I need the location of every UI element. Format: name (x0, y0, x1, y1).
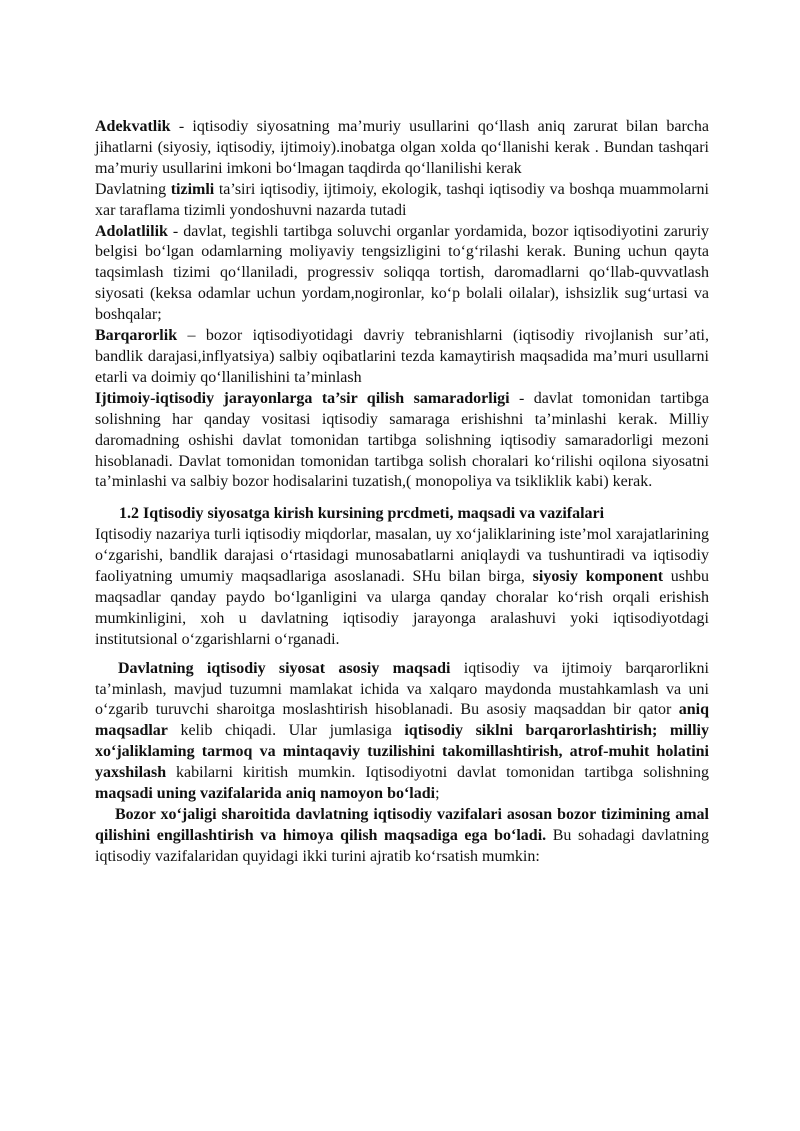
term-bozor-xojaligi: Bozor xo‘jaligi sharoitida davlatning iqtisodiy vazifalari asosan bozor tizimining amal qilishini engillashtirish va himoya qilish maqsadiga ega bo‘ladi. (95, 806, 709, 844)
paragraph-adekvatlik (95, 117, 709, 180)
term-aniq-maqsadlar: aniq maqsadlar (95, 701, 709, 740)
paragraph-text: ta’siri iqtisodiy, ijtimoiy, ekologik, tashqi iqtisodiy va boshqa muammolarni xar taraflama tizimli yondoshuvni nazarda tutadi (95, 180, 709, 219)
term-siyosiy-komponent: siyosiy komponent (532, 568, 664, 586)
paragraph-samaradorlik (95, 389, 709, 494)
paragraph-barqarorlik (95, 326, 709, 389)
document-page (95, 117, 709, 868)
paragraph-text: - davlat, tegishli tartibga soluvchi organlar yordamida, bozor iqtisodiyotini zaruriy belgisi bo‘lgan odamlarning moliyaviy tengsizligini to‘g‘rilashi kerak. Buning uchun qayta taqsimlash tizimi qo‘llaniladi, progressiv soliqqa tortish, daromadlarni qo‘llab-quvvatlash siyosati (keksa odamlar uchun yordam,nogironlar, ko‘p bolali oilalar), ishsizlik sug‘urtasi va boshqalar; (95, 222, 709, 324)
paragraph-bozor-xojaligi (95, 805, 709, 868)
term-asosiy-maqsad: Davlatning iqtisodiy siyosat asosiy maqsadi (118, 659, 451, 677)
term-vazifalar: maqsadi uning vazifalarida aniq namoyon bo‘ladi (95, 785, 436, 803)
term-samaradorlik: Ijtimoiy-iqtisodiy jarayonlarga ta’sir qilish samaradorligi (95, 389, 510, 407)
paragraph-tizimli (95, 180, 709, 222)
paragraph-text: ; (435, 785, 440, 803)
paragraph-text: - davlat tomonidan tartibga solishning har qanday vositasi iqtisodiy samaraga erishishni ta’minlashi kerak. Milliy daromadning oshishi davlat tomonidan tartibga solishning iqtisodiy samaradorligi mezoni hisoblanadi. Davlat tomonidan tomonidan tartibga solish choralari ko‘rilishi oqilona siyosatni ta’minlashi va salbiy bozor hodisalarini tuzatish,( monopoliya va tsikliklik kabi) kerak. (95, 389, 709, 491)
term-barqarorlik: Barqarorlik (95, 327, 178, 345)
paragraph-text: kabilarni kiritish mumkin. Iqtisodiyotni davlat tomonidan tartibga solishning (166, 764, 709, 782)
paragraph-text: iqtisodiy va ijtimoiy barqarorlikni ta’minlash, mavjud tuzumni mamlakat ichida va xalqaro maydonda mustahkamlash va uni o‘zgarib turuvchi sharoitga moslashtirish hisoblanadi. Bu asosiy maqsaddan bir qator (95, 659, 709, 719)
paragraph-text: ushbu maqsadlar qanday paydo bo‘lganligini va ularga qanday choralar ko‘rish orqali erishish mumkinligini, xoh u davlatning iqtisodiy jarayonga aralashuvi yoki iqtisodiyotdagi institutsional o‘zgarishlarni o‘rganadi. (95, 568, 710, 648)
paragraph-text: Bu sohadagi davlatning iqtisodiy vazifalaridan quyidagi ikki turini ajratib ko‘rsatish mumkin: (95, 826, 709, 865)
paragraph-text: Davlatning (95, 180, 171, 198)
paragraph-asosiy-maqsad (95, 659, 709, 805)
paragraph-text: - iqtisodiy siyosatning ma’muriy usullarini qo‘llash aniq zarurat bilan barcha jihatlarni (siyosiy, iqtisodiy, ijtimoiy).inobatga olgan xolda qo‘llanishi kerak . Bundan tashqari ma’muriy usullarini imkoni bo‘lmagan taqdirda qo‘llanilishi kerak (95, 118, 709, 177)
term-adolatlilik: Adolatlilik (95, 222, 168, 240)
term-sikl-barqarorlashtirish: iqtisodiy siklni barqarorlashtirish; milliy xo‘jaliklaming tarmoq va mintaqaviy tuzilishini takomillashtirish, atrof-muhit holatini yaxshilash (95, 722, 709, 782)
section-heading: 1.2 Iqtisodiy siyosatga kirish kursining prcdmeti, maqsadi va vazifalari (119, 505, 605, 523)
paragraph-adolatlilik (95, 222, 709, 327)
term-adekvatlik: Adekvatlik (95, 118, 171, 135)
paragraph-text: Iqtisodiy nazariya turli iqtisodiy miqdorlar, masalan, uy xo‘jaliklarining iste’mol xarajatlarining o‘zgarishi, bandlik darajasi o‘rtasidagi munosabatlarni aniqlaydi va tushuntiradi va iqtisodiy faoliyatning umumiy maqsadlariga asoslanadi. SHu bilan birga, (95, 526, 709, 586)
paragraph-iqtisodiy-nazariya (95, 525, 709, 650)
paragraph-text: – bozor iqtisodiyotidagi davriy tebranishlarni (iqtisodiy rivojlanish sur’ati, bandlik darajasi,inflyatsiya) salbiy oqibatlarini tezda kamaytirish maqsadida ma’muri usullarni etarli va doimiy qo‘llanilishini ta’minlash (95, 327, 709, 386)
term-tizimli: tizimli (170, 180, 215, 198)
paragraph-text: kelib chiqadi. Ular jumlasiga (167, 722, 405, 740)
